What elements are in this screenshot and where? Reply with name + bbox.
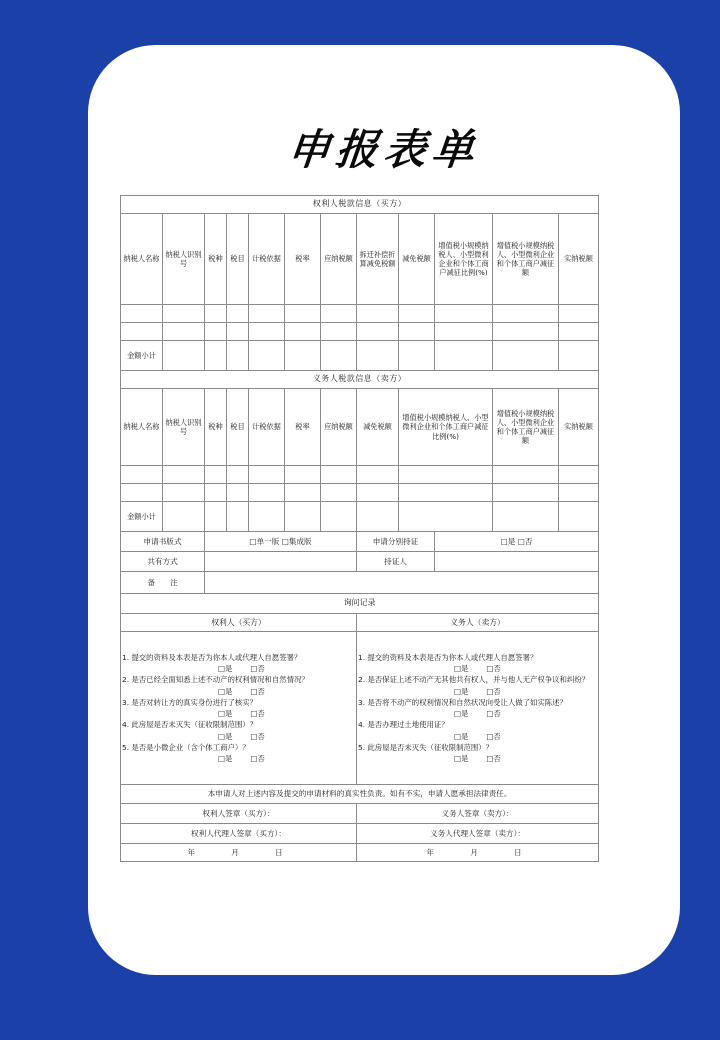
cell[interactable]: [399, 323, 435, 341]
co-ownership-value[interactable]: [205, 552, 357, 572]
declaration-text: 本申请人对上述内容及提交的申请材料的真实性负责。如有不实，申请人愿承担法律责任。: [121, 785, 599, 804]
yes-checkbox[interactable]: □是: [218, 731, 233, 741]
no-checkbox[interactable]: □否: [486, 686, 501, 696]
seller-date-label[interactable]: 年 月 日: [357, 844, 599, 862]
cell[interactable]: [399, 341, 435, 371]
cell[interactable]: [493, 484, 559, 502]
cell[interactable]: [559, 466, 599, 484]
col-payable-tax: 应纳税额: [321, 214, 357, 305]
col-actual-tax: 实纳税额: [559, 214, 599, 305]
cell[interactable]: [357, 323, 399, 341]
remarks-row: [121, 572, 599, 594]
cell[interactable]: [163, 305, 205, 323]
buyer-q1-options[interactable]: [122, 663, 355, 674]
seller-question-text: 4. 是否办理过土地使用证？: [358, 720, 449, 730]
col-vat-small-ratio: 增值税小规模纳税人、小型微利企业和个体工商户减征比例(%): [399, 389, 493, 466]
buyer-question: [122, 697, 355, 708]
inquiry-title: 询问记录: [121, 594, 599, 614]
seller-data-row[interactable]: [121, 484, 599, 502]
no-checkbox[interactable]: □否: [250, 664, 265, 673]
seller-subtotal-label: 金额小计: [121, 502, 163, 532]
cell[interactable]: [163, 466, 205, 484]
certificate-holder-value[interactable]: [435, 552, 599, 572]
col-taxpayer-id: 纳税人识别号: [163, 214, 205, 305]
cell[interactable]: [321, 341, 357, 371]
col-tax-basis: 计税依据: [249, 389, 285, 466]
seller-data-row[interactable]: [121, 466, 599, 484]
yes-checkbox[interactable]: □是: [218, 664, 233, 673]
buyer-section-title-row: [121, 196, 599, 214]
inquiry-questions-row: [121, 632, 599, 785]
co-ownership-label: 共有方式: [121, 552, 205, 572]
buyer-question-text: 2. 是否已经全面知悉上述不动产的权利情况和自然情况？: [122, 675, 309, 685]
cell[interactable]: [205, 484, 227, 502]
no-checkbox[interactable]: □否: [486, 754, 501, 763]
cell[interactable]: [205, 466, 227, 484]
cell[interactable]: [227, 466, 249, 484]
seller-question: [358, 697, 597, 708]
col-tax-type: 税种: [205, 214, 227, 305]
remarks-label: 备 注: [121, 572, 205, 594]
col-tax-reduction: 减免税额: [357, 389, 399, 466]
col-taxpayer-id: 纳税人识别号: [163, 389, 205, 466]
col-vat-small-amount: 增值税小规模纳税人、小型微利企业和个体工商户减征额: [493, 214, 559, 305]
cell[interactable]: [249, 502, 285, 532]
cell[interactable]: [205, 502, 227, 532]
cell[interactable]: [321, 466, 357, 484]
col-taxpayer-name: 纳税人名称: [121, 214, 163, 305]
yes-checkbox[interactable]: □是: [454, 754, 469, 763]
cell[interactable]: [285, 305, 321, 323]
cell[interactable]: [227, 502, 249, 532]
col-tax-basis: 计税依据: [249, 214, 285, 305]
seller-q5-options[interactable]: [358, 753, 597, 764]
inquiry-party-header-row: [121, 614, 599, 632]
buyer-column-header-row: [121, 214, 599, 305]
yes-checkbox[interactable]: □是: [454, 709, 469, 718]
buyer-q3-options[interactable]: [122, 708, 355, 719]
no-checkbox[interactable]: □否: [250, 686, 265, 696]
agent-signature-row: [121, 824, 599, 844]
inquiry-title-row: [121, 594, 599, 614]
buyer-data-row[interactable]: [121, 305, 599, 323]
seller-section-title-row: [121, 371, 599, 389]
cell[interactable]: [321, 323, 357, 341]
buyer-agent-signature-label[interactable]: 权利人代理人签章（买方）：: [121, 824, 357, 844]
cell[interactable]: [559, 341, 599, 371]
no-checkbox[interactable]: □否: [486, 731, 501, 741]
col-payable-tax: 应纳税额: [321, 389, 357, 466]
separate-certificate-label: 申请分别持证: [357, 532, 435, 552]
cell[interactable]: [493, 323, 559, 341]
seller-agent-signature-label[interactable]: 义务人代理人签章（卖方）：: [357, 824, 599, 844]
seller-question: [358, 719, 597, 730]
cell[interactable]: [559, 323, 599, 341]
cell[interactable]: [435, 323, 493, 341]
separate-certificate-options[interactable]: □是 □否: [435, 532, 599, 552]
cell[interactable]: [399, 305, 435, 323]
buyer-data-row[interactable]: [121, 323, 599, 341]
cell[interactable]: [163, 341, 205, 371]
buyer-question-text: 5. 是否是小微企业（含个体工商户）？: [122, 742, 250, 752]
cell[interactable]: [121, 305, 163, 323]
col-vat-small-amount: 增值税小规模纳税人、小型微利企业和个体工商户减征额: [493, 389, 559, 466]
buyer-q2-options[interactable]: [122, 686, 355, 697]
seller-question-text: 2. 是否保证上述不动产无其他共有权人，并与他人无产权争议和纠纷？: [358, 675, 590, 685]
no-checkbox[interactable]: □否: [486, 709, 501, 718]
cell[interactable]: [559, 484, 599, 502]
col-tax-item: 税目: [227, 389, 249, 466]
cell[interactable]: [249, 484, 285, 502]
seller-question-text: 3. 是否将不动产的权利情况和自然状况向受让人做了如实陈述？: [358, 697, 567, 707]
cell[interactable]: [249, 341, 285, 371]
signature-row: [121, 804, 599, 824]
seller-question-text: 1. 提交的资料及本表是否为你本人或代理人自愿签署？: [358, 652, 538, 662]
seller-q3-options[interactable]: [358, 708, 597, 719]
cell[interactable]: [163, 323, 205, 341]
application-format-options[interactable]: □单一版 □集成版: [205, 532, 357, 552]
cell[interactable]: [399, 502, 493, 532]
buyer-question: [122, 742, 355, 753]
cell[interactable]: [285, 341, 321, 371]
yes-checkbox[interactable]: □是: [218, 754, 233, 763]
cell[interactable]: [493, 466, 559, 484]
seller-question-text: 5. 此房屋是否未灭失（征收限制范围）？: [358, 742, 494, 752]
buyer-subtotal-row: [121, 341, 599, 371]
cell[interactable]: [559, 502, 599, 532]
seller-q4-options[interactable]: [358, 731, 597, 742]
cell[interactable]: [205, 341, 227, 371]
cell[interactable]: [399, 466, 493, 484]
buyer-signature-label[interactable]: 权利人签章（买方）：: [121, 804, 357, 824]
form-card: [88, 45, 680, 975]
cell[interactable]: [163, 484, 205, 502]
no-checkbox[interactable]: □否: [250, 754, 265, 763]
buyer-question-text: 3. 是否对转让方的真实身份进行了核实？: [122, 697, 258, 707]
cell[interactable]: [321, 502, 357, 532]
no-checkbox[interactable]: □否: [486, 664, 501, 673]
cell[interactable]: [321, 484, 357, 502]
yes-checkbox[interactable]: □是: [218, 709, 233, 718]
page-title: 申报表单: [285, 125, 483, 174]
cell[interactable]: [357, 341, 399, 371]
buyer-question: [122, 652, 355, 663]
cell[interactable]: [249, 466, 285, 484]
col-tax-rate: 税率: [285, 214, 321, 305]
yes-checkbox[interactable]: □是: [454, 664, 469, 673]
yes-checkbox[interactable]: □是: [454, 731, 469, 741]
cell[interactable]: [121, 484, 163, 502]
buyer-q5-options[interactable]: [122, 753, 355, 764]
seller-column-header-row: [121, 389, 599, 466]
buyer-question: [122, 674, 355, 685]
declaration-form: [120, 195, 598, 862]
col-vat-small-ratio: 增值税小规模纳税人、小型微利企业和个体工商户减征比例(%): [435, 214, 493, 305]
cell[interactable]: [357, 484, 399, 502]
cell[interactable]: [227, 484, 249, 502]
seller-subtotal-row: [121, 502, 599, 532]
cell[interactable]: [227, 305, 249, 323]
cell[interactable]: [121, 466, 163, 484]
cell[interactable]: [493, 341, 559, 371]
cell[interactable]: [357, 502, 399, 532]
seller-q1-options[interactable]: [358, 663, 597, 674]
cell[interactable]: [559, 305, 599, 323]
buyer-q4-options[interactable]: [122, 731, 355, 742]
col-tax-rate: 税率: [285, 389, 321, 466]
co-ownership-row: [121, 552, 599, 572]
cell[interactable]: [249, 305, 285, 323]
seller-questions-cell: [357, 632, 599, 785]
seller-section-title: 义务人税款信息（卖方）: [121, 371, 599, 389]
buyer-section-title: 权利人税款信息（买方）: [121, 196, 599, 214]
col-tax-type: 税种: [205, 389, 227, 466]
cell[interactable]: [249, 323, 285, 341]
buyer-questions-cell: [121, 632, 357, 785]
seller-q2-options[interactable]: [358, 686, 597, 697]
yes-checkbox[interactable]: □是: [454, 686, 469, 696]
cell[interactable]: [357, 466, 399, 484]
no-checkbox[interactable]: □否: [250, 731, 265, 741]
seller-question: [358, 742, 597, 753]
buyer-date-label[interactable]: 年 月 日: [121, 844, 357, 862]
remarks-value[interactable]: [205, 572, 599, 594]
buyer-question: [122, 719, 355, 730]
buyer-question-text: 4. 此房屋是否未灭失（征收限制范围）？: [122, 720, 258, 730]
inquiry-seller-header: 义务人（卖方）: [357, 614, 599, 632]
cell[interactable]: [285, 484, 321, 502]
buyer-subtotal-label: 金额小计: [121, 341, 163, 371]
seller-question: [358, 652, 597, 663]
cell[interactable]: [121, 323, 163, 341]
col-demolition-relief: 拆迁补偿折算减免税额: [357, 214, 399, 305]
col-tax-reduction: 减免税额: [399, 214, 435, 305]
certificate-holder-label: 持证人: [357, 552, 435, 572]
cell[interactable]: [205, 305, 227, 323]
application-format-row: [121, 532, 599, 552]
col-taxpayer-name: 纳税人名称: [121, 389, 163, 466]
cell[interactable]: [227, 341, 249, 371]
date-row: [121, 844, 599, 862]
col-tax-item: 税目: [227, 214, 249, 305]
cell[interactable]: [163, 502, 205, 532]
cell[interactable]: [399, 484, 493, 502]
inquiry-buyer-header: 权利人（买方）: [121, 614, 357, 632]
seller-signature-label[interactable]: 义务人签章（卖方）：: [357, 804, 599, 824]
cell[interactable]: [435, 341, 493, 371]
form-table: [120, 195, 599, 862]
cell[interactable]: [227, 323, 249, 341]
cell[interactable]: [493, 305, 559, 323]
application-format-label: 申请书版式: [121, 532, 205, 552]
cell[interactable]: [285, 502, 321, 532]
yes-checkbox[interactable]: □是: [218, 686, 233, 696]
cell[interactable]: [285, 323, 321, 341]
cell[interactable]: [493, 502, 559, 532]
declaration-row: [121, 785, 599, 804]
seller-question: [358, 674, 597, 685]
cell[interactable]: [435, 305, 493, 323]
cell[interactable]: [205, 323, 227, 341]
col-actual-tax: 实纳税额: [559, 389, 599, 466]
cell[interactable]: [321, 305, 357, 323]
no-checkbox[interactable]: □否: [250, 709, 265, 718]
cell[interactable]: [285, 466, 321, 484]
cell[interactable]: [357, 305, 399, 323]
buyer-question-text: 1. 提交的资料及本表是否为你本人或代理人自愿签署？: [122, 652, 302, 662]
